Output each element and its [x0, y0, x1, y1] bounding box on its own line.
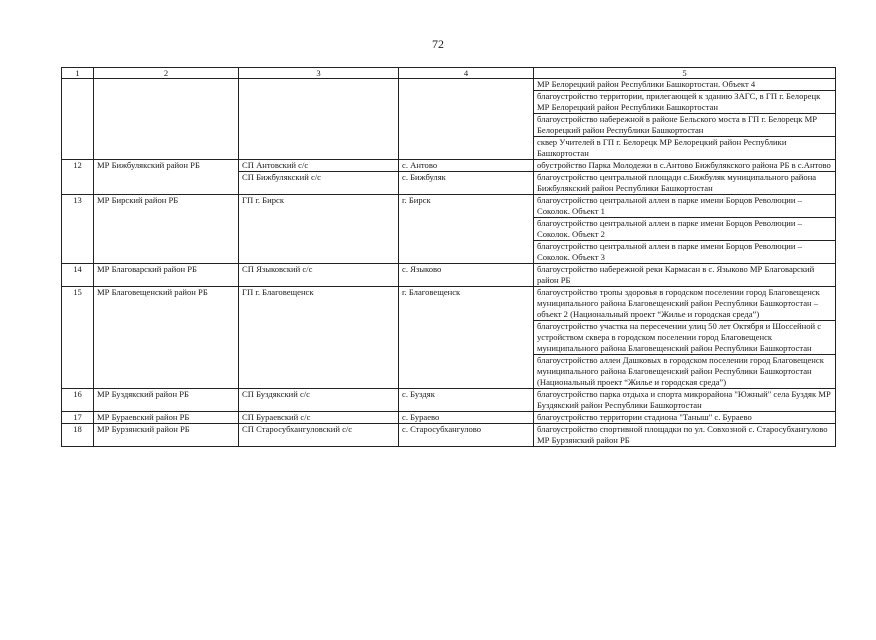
object-description: благоустройство центральной аллеи в парке имени Борцов Революции – Соколок. Объект 2 [534, 218, 836, 241]
object-description: благоустройство территории стадиона "Таныш" с. Бураево [534, 412, 836, 424]
district-name: МР Бурзянский район РБ [94, 424, 239, 447]
object-description: МР Белорецкий район Республики Башкортостан. Объект 4 [534, 79, 836, 91]
district-cell [94, 79, 239, 160]
object-description: благоустройство спортивной площадки по ул. Совхозной с. Старосубхангулово МР Бурзянский район РБ [534, 424, 836, 447]
table-row [62, 160, 836, 172]
settlement-cell [239, 79, 399, 160]
table-row [62, 389, 836, 412]
settlement-name: СП Старосубхангуловский с/с [239, 424, 399, 447]
table-row [62, 195, 836, 218]
district-name: МР Бирский район РБ [94, 195, 239, 264]
column-number: 5 [534, 68, 836, 79]
column-number: 2 [94, 68, 239, 79]
locality-name: г. Благовещенск [399, 287, 534, 389]
locality-cell [399, 79, 534, 160]
settlement-name: СП Буздякский с/с [239, 389, 399, 412]
row-number: 14 [62, 264, 94, 287]
settlement-name: ГП г. Благовещенск [239, 287, 399, 389]
locality-name: с. Антово [399, 160, 534, 172]
object-description: благоустройство парка отдыха и спорта микрорайона "Южный" села Буздяк МР Буздякский район Республики Башкортостан [534, 389, 836, 412]
row-number-cell [62, 79, 94, 160]
settlement-name: СП Языковский с/с [239, 264, 399, 287]
row-number: 13 [62, 195, 94, 264]
district-name: МР Бижбулякский район РБ [94, 160, 239, 195]
column-number: 4 [399, 68, 534, 79]
locality-name: г. Бирск [399, 195, 534, 264]
locality-name: с. Буздяк [399, 389, 534, 412]
district-name: МР Благовещенский район РБ [94, 287, 239, 389]
object-description: благоустройство центральной площади с.Бижбуляк муниципального района Бижбулякский район Республики Башкортостан [534, 172, 836, 195]
settlement-name: СП Бураевский с/с [239, 412, 399, 424]
table-row [62, 424, 836, 447]
district-name: МР Бураевский район РБ [94, 412, 239, 424]
object-description: сквер Учителей в ГП г. Белорецк МР Белорецкий район Республики Башкортостан [534, 137, 836, 160]
row-number: 18 [62, 424, 94, 447]
locality-name: с. Бижбуляк [399, 172, 534, 195]
row-number: 15 [62, 287, 94, 389]
district-name: МР Буздякский район РБ [94, 389, 239, 412]
row-number: 12 [62, 160, 94, 195]
row-number: 17 [62, 412, 94, 424]
object-description: благоустройство территории, прилегающей к зданию ЗАГС, в ГП г. Белорецк МР Белорецкий район Республики Башкортостан [534, 91, 836, 114]
object-description: благоустройство тропы здоровья в городском поселении город Благовещенск муниципального района Благовещенский район Республики Башкортостан – объект 2 (Национальный проект “Жилье и городская среда”) [534, 287, 836, 321]
column-number: 3 [239, 68, 399, 79]
table-row [62, 264, 836, 287]
district-name: МР Благоварский район РБ [94, 264, 239, 287]
objects-table [61, 67, 836, 447]
column-number: 1 [62, 68, 94, 79]
settlement-name: ГП г. Бирск [239, 195, 399, 264]
locality-name: с. Языково [399, 264, 534, 287]
object-description: благоустройство набережной в районе Бельского моста в ГП г. Белорецк МР Белорецкий район Республики Башкортостан [534, 114, 836, 137]
column-number-row [62, 68, 836, 79]
settlement-name: СП Антовский с/с [239, 160, 399, 172]
object-description: благоустройство набережной реки Кармасан в с. Языково МР Благоварский район РБ [534, 264, 836, 287]
object-description: благоустройство центральной аллеи в парке имени Борцов Революции – Соколок. Объект 3 [534, 241, 836, 264]
settlement-name: СП Бижбулякский с/с [239, 172, 399, 195]
scan-artifact [633, 599, 863, 640]
table-row [62, 412, 836, 424]
locality-name: с. Бураево [399, 412, 534, 424]
table-row [62, 79, 836, 91]
object-description: благоустройство аллеи Дашковых в городском поселении город Благовещенск муниципального района Благовещенский район Республики Башкортостан (Национальный проект “Жилье и городская среда”) [534, 355, 836, 389]
page-number: 72 [432, 37, 444, 51]
object-description: обустройство Парка Молодежи в с.Антово Бижбулякского района РБ в с.Антово [534, 160, 836, 172]
object-description: благоустройство участка на пересечении улиц 50 лет Октября и Шоссейной с устройством сквера в городском поселении город Благовещенск муниципального района Благовещенский район Республики Башкортостан [534, 321, 836, 355]
row-number: 16 [62, 389, 94, 412]
locality-name: с. Старосубхангулово [399, 424, 534, 447]
table-row [62, 287, 836, 321]
object-description: благоустройство центральной аллеи в парке имени Борцов Революции – Соколок. Объект 1 [534, 195, 836, 218]
